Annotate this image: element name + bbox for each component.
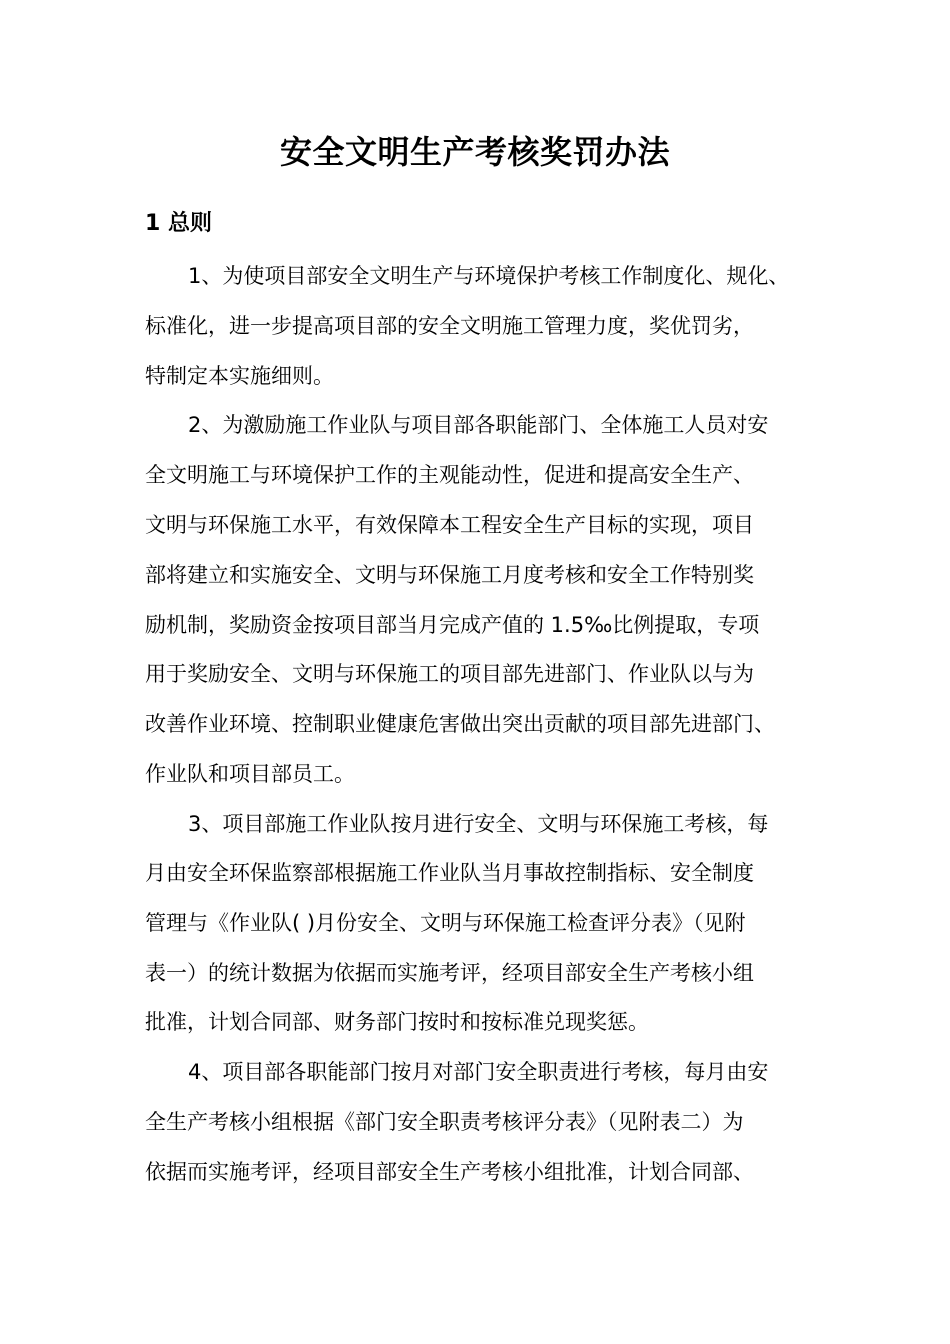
paragraph-line: 全生产考核小组根据《部门安全职责考核评分表》（见附表二）为 bbox=[145, 1110, 744, 1134]
paragraph-line: 用于奖励安全、文明与环保施工的项目部先进部门、作业队以与为 bbox=[145, 662, 754, 686]
paragraph-line: 特制定本实施细则。 bbox=[145, 364, 334, 388]
paragraph-line: 文明与环保施工水平，有效保障本工程安全生产目标的实现，项目 bbox=[145, 513, 754, 537]
paragraph-line: 励机制，奖励资金按项目部当月完成产值的 1.5‰比例提取，专项 bbox=[145, 613, 760, 637]
section-heading: 1 总则 bbox=[145, 211, 212, 236]
paragraph-line: 3、项目部施工作业队按月进行安全、文明与环保施工考核，每 bbox=[188, 812, 769, 836]
paragraph-line: 全文明施工与环境保护工作的主观能动性，促进和提高安全生产、 bbox=[145, 463, 754, 487]
paragraph-line: 作业队和项目部员工。 bbox=[145, 762, 355, 786]
paragraph-line: 表一）的统计数据为依据而实施考评，经项目部安全生产考核小组 bbox=[145, 961, 754, 985]
paragraph-line: 4、项目部各职能部门按月对部门安全职责进行考核，每月由安 bbox=[188, 1060, 769, 1084]
paragraph-line: 2、为激励施工作业队与项目部各职能部门、全体施工人员对安 bbox=[188, 413, 769, 437]
paragraph-line: 标准化，进一步提高项目部的安全文明施工管理力度，奖优罚劣， bbox=[145, 314, 754, 338]
paragraph-line: 1、为使项目部安全文明生产与环境保护考核工作制度化、规化、 bbox=[188, 264, 790, 288]
paragraph-line: 部将建立和实施安全、文明与环保施工月度考核和安全工作特别奖 bbox=[145, 563, 754, 587]
paragraph-line: 依据而实施考评，经项目部安全生产考核小组批准，计划合同部、 bbox=[145, 1160, 754, 1184]
paragraph-line: 管理与《作业队( )月份安全、文明与环保施工检查评分表》（见附 bbox=[145, 911, 746, 935]
document-title: 安全文明生产考核奖罚办法 bbox=[279, 133, 670, 171]
paragraph-line: 月由安全环保监察部根据施工作业队当月事故控制指标、安全制度 bbox=[145, 861, 754, 885]
paragraph-line: 改善作业环境、控制职业健康危害做出突出贡献的项目部先进部门、 bbox=[145, 712, 775, 736]
paragraph-line: 批准，计划合同部、财务部门按时和按标准兑现奖惩。 bbox=[145, 1010, 649, 1034]
